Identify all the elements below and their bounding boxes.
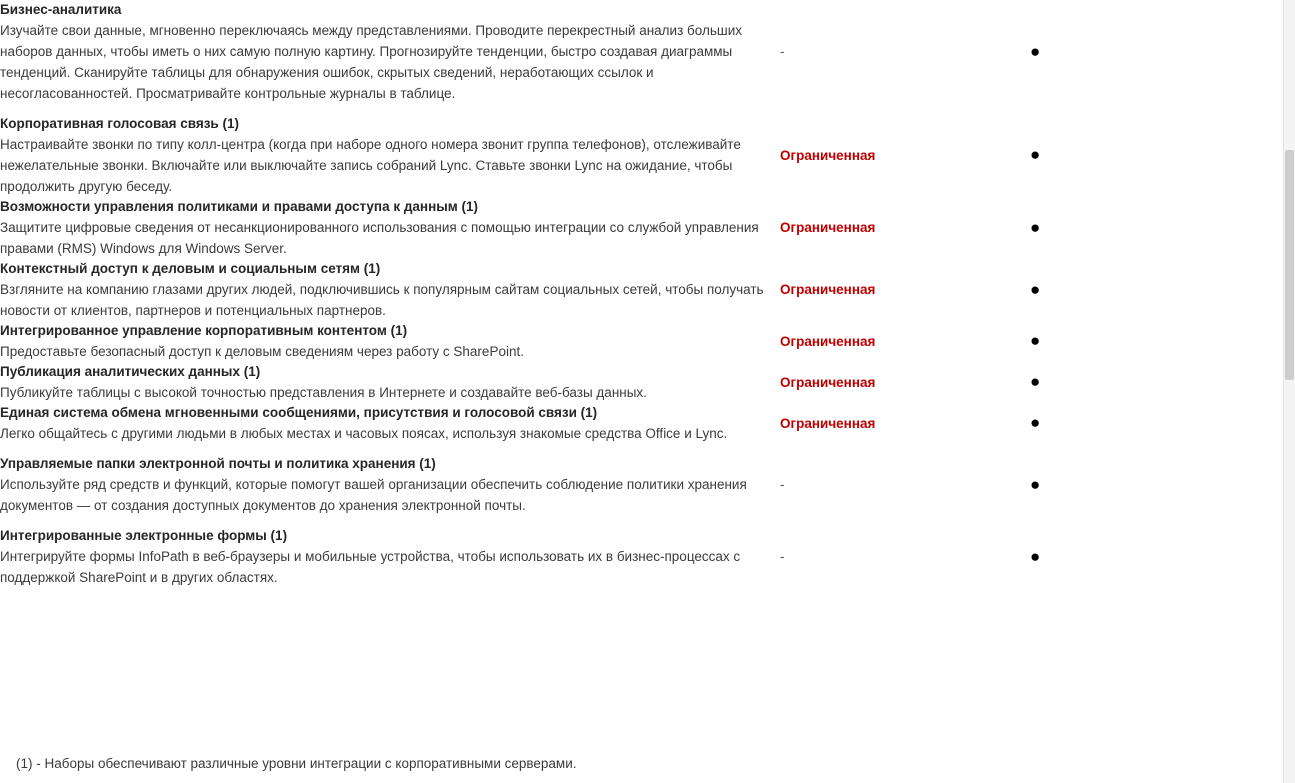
feature-description: Настраивайте звонки по типу колл-центра (когда при наборе одного номера звонит группа телефонов), отслеживайте нежелательные звонки. Включайте или выключайте запись собраний Lync. Ставьте звонки Lync на ожидание, чтобы продолжить другую беседу. (0, 137, 741, 194)
availability-mark: Ограниченная (780, 282, 876, 297)
included-bullet-icon: ● (1030, 546, 1041, 566)
spacer-cell-3 (1030, 444, 1284, 454)
included-bullet-icon: ● (1030, 474, 1041, 494)
plan-column-2-cell (780, 362, 1030, 403)
table-row (0, 526, 1284, 588)
availability-mark: - (780, 477, 785, 492)
availability-mark: Ограниченная (780, 220, 876, 235)
plan-column-2-cell (780, 259, 1030, 321)
plan-column-3-cell (1030, 114, 1284, 197)
table-row (0, 0, 1284, 104)
availability-mark: Ограниченная (780, 415, 876, 431)
availability-mark: Ограниченная (780, 374, 876, 390)
included-bullet-icon: ● (1030, 217, 1041, 237)
plan-column-2-cell (780, 114, 1030, 197)
feature-description: Легко общайтесь с другими людьми в любых местах и часовых поясах, используя знакомые средства Office и Lync. (0, 426, 728, 441)
included-bullet-icon: ● (1030, 145, 1041, 164)
included-bullet-icon: ● (1030, 41, 1041, 61)
availability-mark: - (780, 44, 785, 59)
availability-mark: - (780, 549, 785, 564)
spacer-cell-3 (1030, 516, 1284, 526)
feature-title: Управляемые папки электронной почты и политика хранения (1) (0, 456, 436, 471)
spacer-cell-1 (0, 444, 780, 454)
row-spacer (0, 516, 1284, 526)
feature-description-cell (0, 454, 780, 516)
included-bullet-icon: ● (1030, 372, 1041, 391)
feature-title: Контекстный доступ к деловым и социальным сетям (1) (0, 261, 381, 276)
feature-description: Интегрируйте формы InfoPath в веб-браузеры и мобильные устройства, чтобы использовать их в бизнес-процессах с поддержкой SharePoint и в других областях. (0, 549, 741, 585)
feature-title: Корпоративная голосовая связь (1) (0, 116, 239, 131)
feature-title: Возможности управления политиками и правами доступа к данным (1) (0, 199, 479, 214)
table-row (0, 403, 1284, 444)
page-scrollbar[interactable] (1283, 0, 1295, 783)
scrollbar-thumb[interactable] (1285, 150, 1294, 380)
plan-column-3-cell (1030, 403, 1284, 444)
plan-column-2-cell (780, 454, 1030, 516)
feature-title: Интегрированные электронные формы (1) (0, 528, 288, 543)
plan-column-3-cell (1030, 526, 1284, 588)
feature-description-cell (0, 0, 780, 104)
spacer-cell-2 (780, 104, 1030, 114)
spacer-cell-1 (0, 104, 780, 114)
feature-description-cell (0, 114, 780, 197)
feature-title: Единая система обмена мгновенными сообщениями, присутствия и голосовой связи (1) (0, 405, 598, 420)
feature-title: Публикация аналитических данных (1) (0, 364, 261, 379)
feature-description-cell (0, 259, 780, 321)
table-footnote: (1) - Наборы обеспечивают различные уровни интеграции с корпоративными серверами. (16, 756, 577, 771)
table-row (0, 259, 1284, 321)
plan-column-2-cell (780, 0, 1030, 104)
availability-mark: Ограниченная (780, 333, 876, 349)
included-bullet-icon: ● (1030, 279, 1041, 299)
table-row (0, 321, 1284, 362)
table-row (0, 114, 1284, 197)
included-bullet-icon: ● (1030, 331, 1041, 350)
table-row (0, 454, 1284, 516)
feature-description: Взгляните на компанию глазами других людей, подключившись к популярным сайтам социальных сетей, чтобы получать новости от клиентов, партнеров и потенциальных партнеров. (0, 282, 764, 318)
plan-column-3-cell (1030, 197, 1284, 259)
table-row (0, 197, 1284, 259)
feature-description: Публикуйте таблицы с высокой точностью представления в Интернете и создавайте веб-базы данных. (0, 385, 647, 400)
plan-column-2-cell (780, 526, 1030, 588)
plan-column-3-cell (1030, 454, 1284, 516)
plan-column-3-cell (1030, 321, 1284, 362)
spacer-cell-2 (780, 444, 1030, 454)
spacer-cell-3 (1030, 104, 1284, 114)
feature-description-cell (0, 197, 780, 259)
feature-description-cell (0, 362, 780, 403)
feature-description-cell (0, 403, 780, 444)
table-row (0, 362, 1284, 403)
feature-title: Бизнес-аналитика (0, 2, 122, 17)
feature-description: Используйте ряд средств и функций, которые помогут вашей организации обеспечить соблюдение политики хранения документов — от создания доступных документов до хранения электронной почты. (0, 477, 747, 513)
plan-column-2-cell (780, 403, 1030, 444)
plan-column-2-cell (780, 197, 1030, 259)
feature-title: Интегрированное управление корпоративным контентом (1) (0, 323, 408, 338)
row-spacer (0, 444, 1284, 454)
spacer-cell-1 (0, 516, 780, 526)
plan-column-3-cell (1030, 0, 1284, 104)
included-bullet-icon: ● (1030, 413, 1041, 432)
feature-description: Изучайте свои данные, мгновенно переключаясь между представлениями. Проводите перекрестный анализ больших наборов данных, чтобы иметь о них самую полную картину. Прогнозируйте тенденции, быстро создавая диаграммы тенденций. Сканируйте таблицы для обнаружения ошибок, скрытых сведений, неработающих ссылок и несогласованностей. Просматривайте контрольные журналы в таблице. (0, 23, 743, 101)
feature-description: Предоставьте безопасный доступ к деловым сведениям через работу с SharePoint. (0, 344, 524, 359)
availability-mark: Ограниченная (780, 147, 876, 163)
feature-description-cell (0, 526, 780, 588)
spacer-cell-2 (780, 516, 1030, 526)
feature-description: Защитите цифровые сведения от несанкционированного использования с помощью интеграции со службой управления правами (RMS) Windows для Windows Server. (0, 220, 759, 256)
feature-description-cell (0, 321, 780, 362)
plan-column-3-cell (1030, 259, 1284, 321)
plan-column-2-cell (780, 321, 1030, 362)
row-spacer (0, 104, 1284, 114)
plan-column-3-cell (1030, 362, 1284, 403)
